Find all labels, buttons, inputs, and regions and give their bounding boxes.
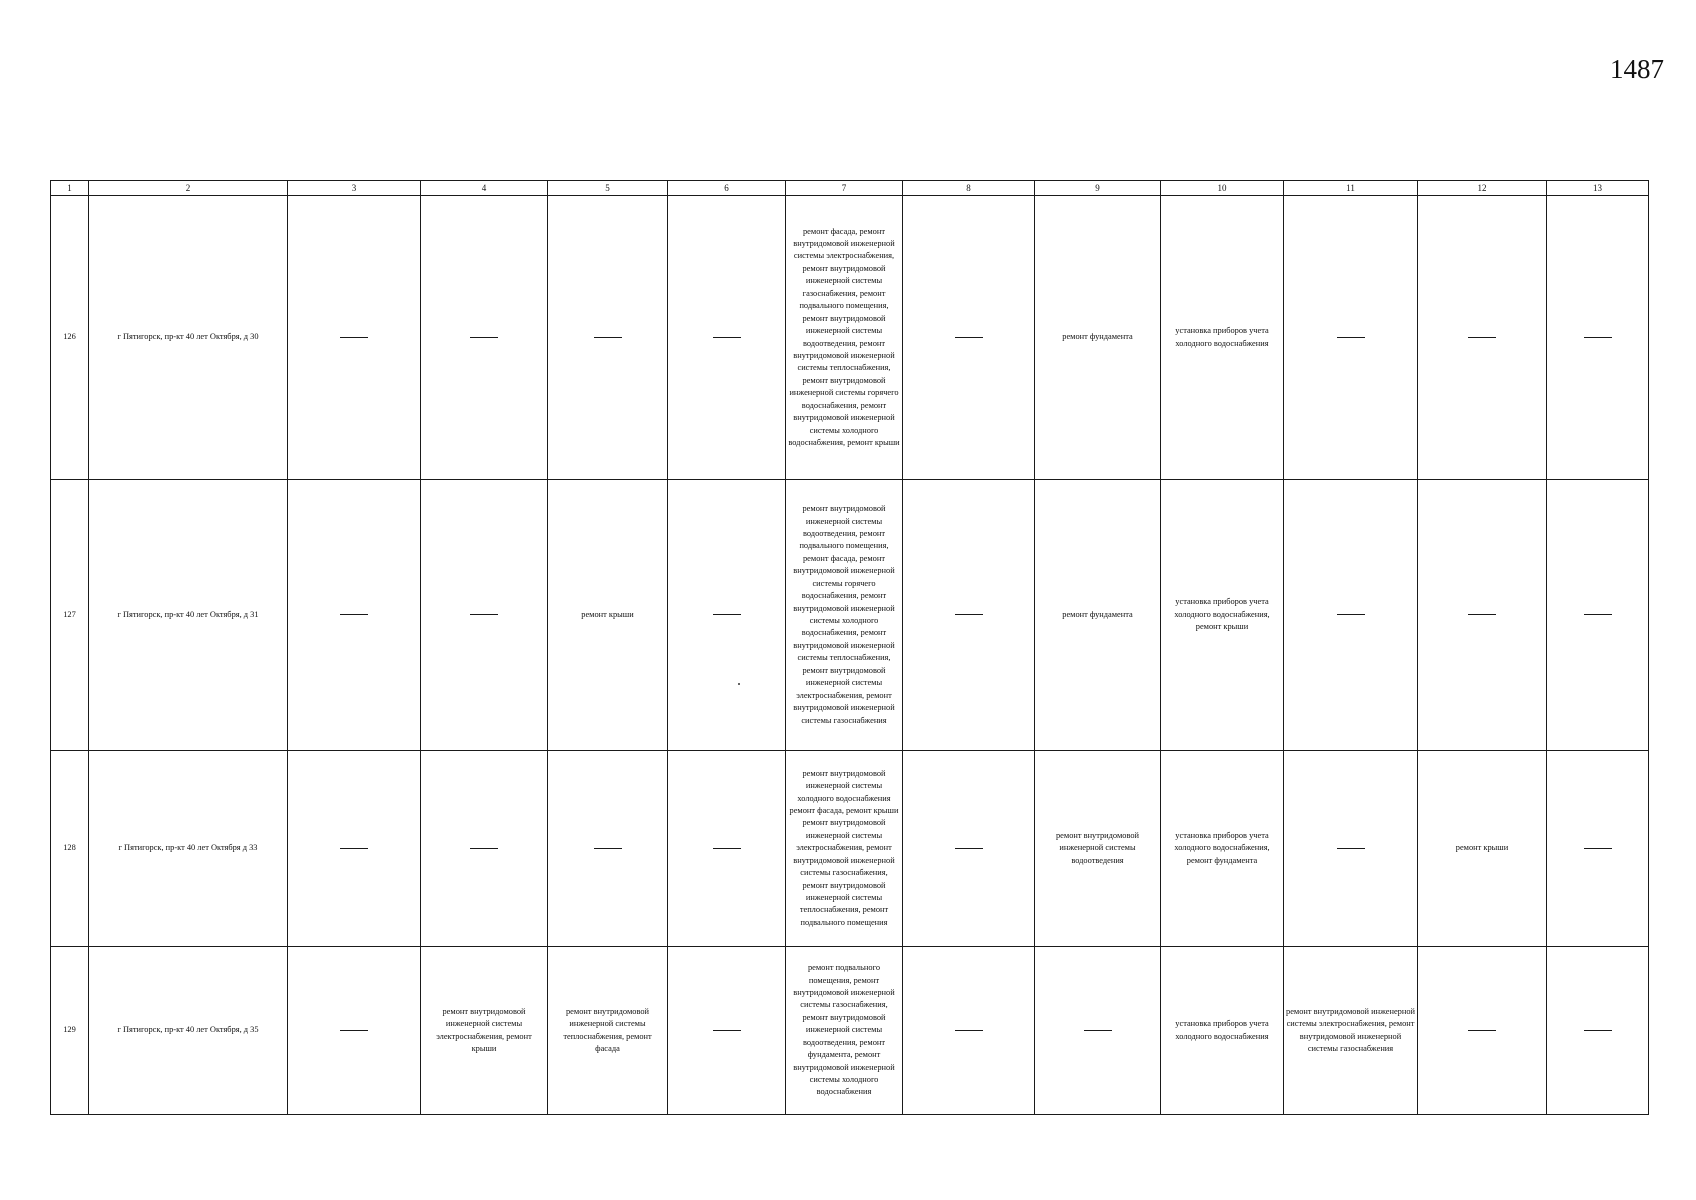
- address-cell: г Пятигорск, пр-кт 40 лет Октября, д 35: [89, 947, 288, 1115]
- empty-cell: [548, 751, 668, 947]
- dash-mark: [594, 337, 622, 338]
- works-cell: ремонт внутридомовой инженерной системы теплоснабжения, ремонт фасада: [548, 947, 668, 1115]
- works-cell: установка приборов учета холодного водоснабжения, ремонт крыши: [1161, 480, 1284, 751]
- dash-mark: [1584, 614, 1612, 615]
- empty-cell: [1418, 480, 1547, 751]
- table-row: [51, 947, 1649, 1115]
- dash-mark: [470, 848, 498, 849]
- empty-cell: [903, 480, 1035, 751]
- empty-cell: [288, 947, 421, 1115]
- works-cell: ремонт внутридомовой инженерной системы водоотведения: [1035, 751, 1161, 947]
- column-number: 5: [548, 181, 668, 196]
- page-number: 1487: [1610, 54, 1664, 84]
- table-row: [51, 751, 1649, 947]
- empty-cell: [668, 196, 786, 480]
- dash-mark: [340, 848, 368, 849]
- empty-cell: [903, 751, 1035, 947]
- dash-mark: [713, 848, 741, 849]
- dash-mark: [1584, 337, 1612, 338]
- empty-cell: [1284, 480, 1418, 751]
- column-number: 12: [1418, 181, 1547, 196]
- address-cell: г Пятигорск, пр-кт 40 лет Октября д 33: [89, 751, 288, 947]
- dash-mark: [1468, 1030, 1496, 1031]
- dash-mark: [955, 337, 983, 338]
- empty-cell: [1284, 196, 1418, 480]
- works-cell: ремонт подвального помещения, ремонт внутридомовой инженерной системы газоснабжения, ремонт внутридомовой инженерной системы водоотведения, ремонт фундамента, ремонт внутридомовой инженерной системы холодного водоснабжения: [786, 947, 903, 1115]
- column-number: 4: [421, 181, 548, 196]
- dash-mark: [1337, 337, 1365, 338]
- address-cell: г Пятигорск, пр-кт 40 лет Октября, д 30: [89, 196, 288, 480]
- dash-mark: [713, 1030, 741, 1031]
- works-cell: ремонт крыши: [548, 480, 668, 751]
- dash-mark: [340, 337, 368, 338]
- column-number: 9: [1035, 181, 1161, 196]
- empty-cell: [1547, 480, 1649, 751]
- repair-schedule-table: [50, 180, 1649, 1115]
- dash-mark: [470, 337, 498, 338]
- works-cell: ремонт внутридомовой инженерной системы холодного водоснабжения ремонт фасада, ремонт крыши ремонт внутридомовой инженерной системы электроснабжения, ремонт внутридомовой инженерной системы газоснабжения, ремонт внутридомовой инженерной системы теплоснабжения, ремонт подвального помещения: [786, 751, 903, 947]
- dash-mark: [1084, 1030, 1112, 1031]
- column-number-row: [51, 181, 1649, 196]
- empty-cell: [421, 480, 548, 751]
- dash-mark: [1468, 337, 1496, 338]
- empty-cell: [903, 947, 1035, 1115]
- empty-cell: [288, 196, 421, 480]
- dash-mark: [594, 848, 622, 849]
- empty-cell: [288, 480, 421, 751]
- empty-cell: [1418, 196, 1547, 480]
- row-number-cell: 126: [51, 196, 89, 480]
- dash-mark: [1337, 848, 1365, 849]
- empty-cell: [1547, 196, 1649, 480]
- empty-cell: [288, 751, 421, 947]
- empty-cell: [421, 196, 548, 480]
- empty-cell: [1284, 751, 1418, 947]
- row-number-cell: 129: [51, 947, 89, 1115]
- works-cell: ремонт внутридомовой инженерной системы электроснабжения, ремонт внутридомовой инженерной системы газоснабжения: [1284, 947, 1418, 1115]
- dash-mark: [1468, 614, 1496, 615]
- dash-mark: [340, 1030, 368, 1031]
- scan-speck: [738, 683, 740, 685]
- empty-cell: [1547, 947, 1649, 1115]
- works-cell: ремонт внутридомовой инженерной системы водоотведения, ремонт подвального помещения, ремонт фасада, ремонт внутридомовой инженерной системы горячего водоснабжения, ремонт внутридомовой инженерной системы холодного водоснабжения, ремонт внутридомовой инженерной системы теплоснабжения, ремонт внутридомовой инженерной системы электроснабжения, ремонт внутридомовой инженерной системы газоснабжения: [786, 480, 903, 751]
- dash-mark: [955, 1030, 983, 1031]
- column-number: 2: [89, 181, 288, 196]
- column-number: 1: [51, 181, 89, 196]
- dash-mark: [1584, 848, 1612, 849]
- works-cell: ремонт фундамента: [1035, 196, 1161, 480]
- dash-mark: [340, 614, 368, 615]
- dash-mark: [470, 614, 498, 615]
- works-cell: установка приборов учета холодного водоснабжения: [1161, 947, 1284, 1115]
- column-number: 3: [288, 181, 421, 196]
- empty-cell: [668, 751, 786, 947]
- table-row: [51, 480, 1649, 751]
- row-number-cell: 128: [51, 751, 89, 947]
- column-number: 6: [668, 181, 786, 196]
- works-cell: ремонт крыши: [1418, 751, 1547, 947]
- dash-mark: [955, 848, 983, 849]
- works-cell: установка приборов учета холодного водоснабжения, ремонт фундамента: [1161, 751, 1284, 947]
- empty-cell: [1418, 947, 1547, 1115]
- column-number: 11: [1284, 181, 1418, 196]
- row-number-cell: 127: [51, 480, 89, 751]
- address-cell: г Пятигорск, пр-кт 40 лет Октября, д 31: [89, 480, 288, 751]
- works-cell: ремонт фундамента: [1035, 480, 1161, 751]
- table-row: [51, 196, 1649, 480]
- works-cell: ремонт внутридомовой инженерной системы электроснабжения, ремонт крыши: [421, 947, 548, 1115]
- empty-cell: [668, 480, 786, 751]
- column-number: 8: [903, 181, 1035, 196]
- dash-mark: [955, 614, 983, 615]
- empty-cell: [421, 751, 548, 947]
- dash-mark: [713, 337, 741, 338]
- dash-mark: [713, 614, 741, 615]
- column-number: 13: [1547, 181, 1649, 196]
- works-cell: ремонт фасада, ремонт внутридомовой инженерной системы электроснабжения, ремонт внутридомовой инженерной системы газоснабжения, ремонт подвального помещения, ремонт внутридомовой инженерной системы водоотведения, ремонт внутридомовой инженерной системы теплоснабжения, ремонт внутридомовой инженерной системы горячего водоснабжения, ремонт внутридомовой инженерной системы холодного водоснабжения, ремонт крыши: [786, 196, 903, 480]
- dash-mark: [1584, 1030, 1612, 1031]
- empty-cell: [1547, 751, 1649, 947]
- empty-cell: [548, 196, 668, 480]
- empty-cell: [903, 196, 1035, 480]
- empty-cell: [1035, 947, 1161, 1115]
- empty-cell: [668, 947, 786, 1115]
- column-number: 7: [786, 181, 903, 196]
- works-cell: установка приборов учета холодного водоснабжения: [1161, 196, 1284, 480]
- column-number: 10: [1161, 181, 1284, 196]
- dash-mark: [1337, 614, 1365, 615]
